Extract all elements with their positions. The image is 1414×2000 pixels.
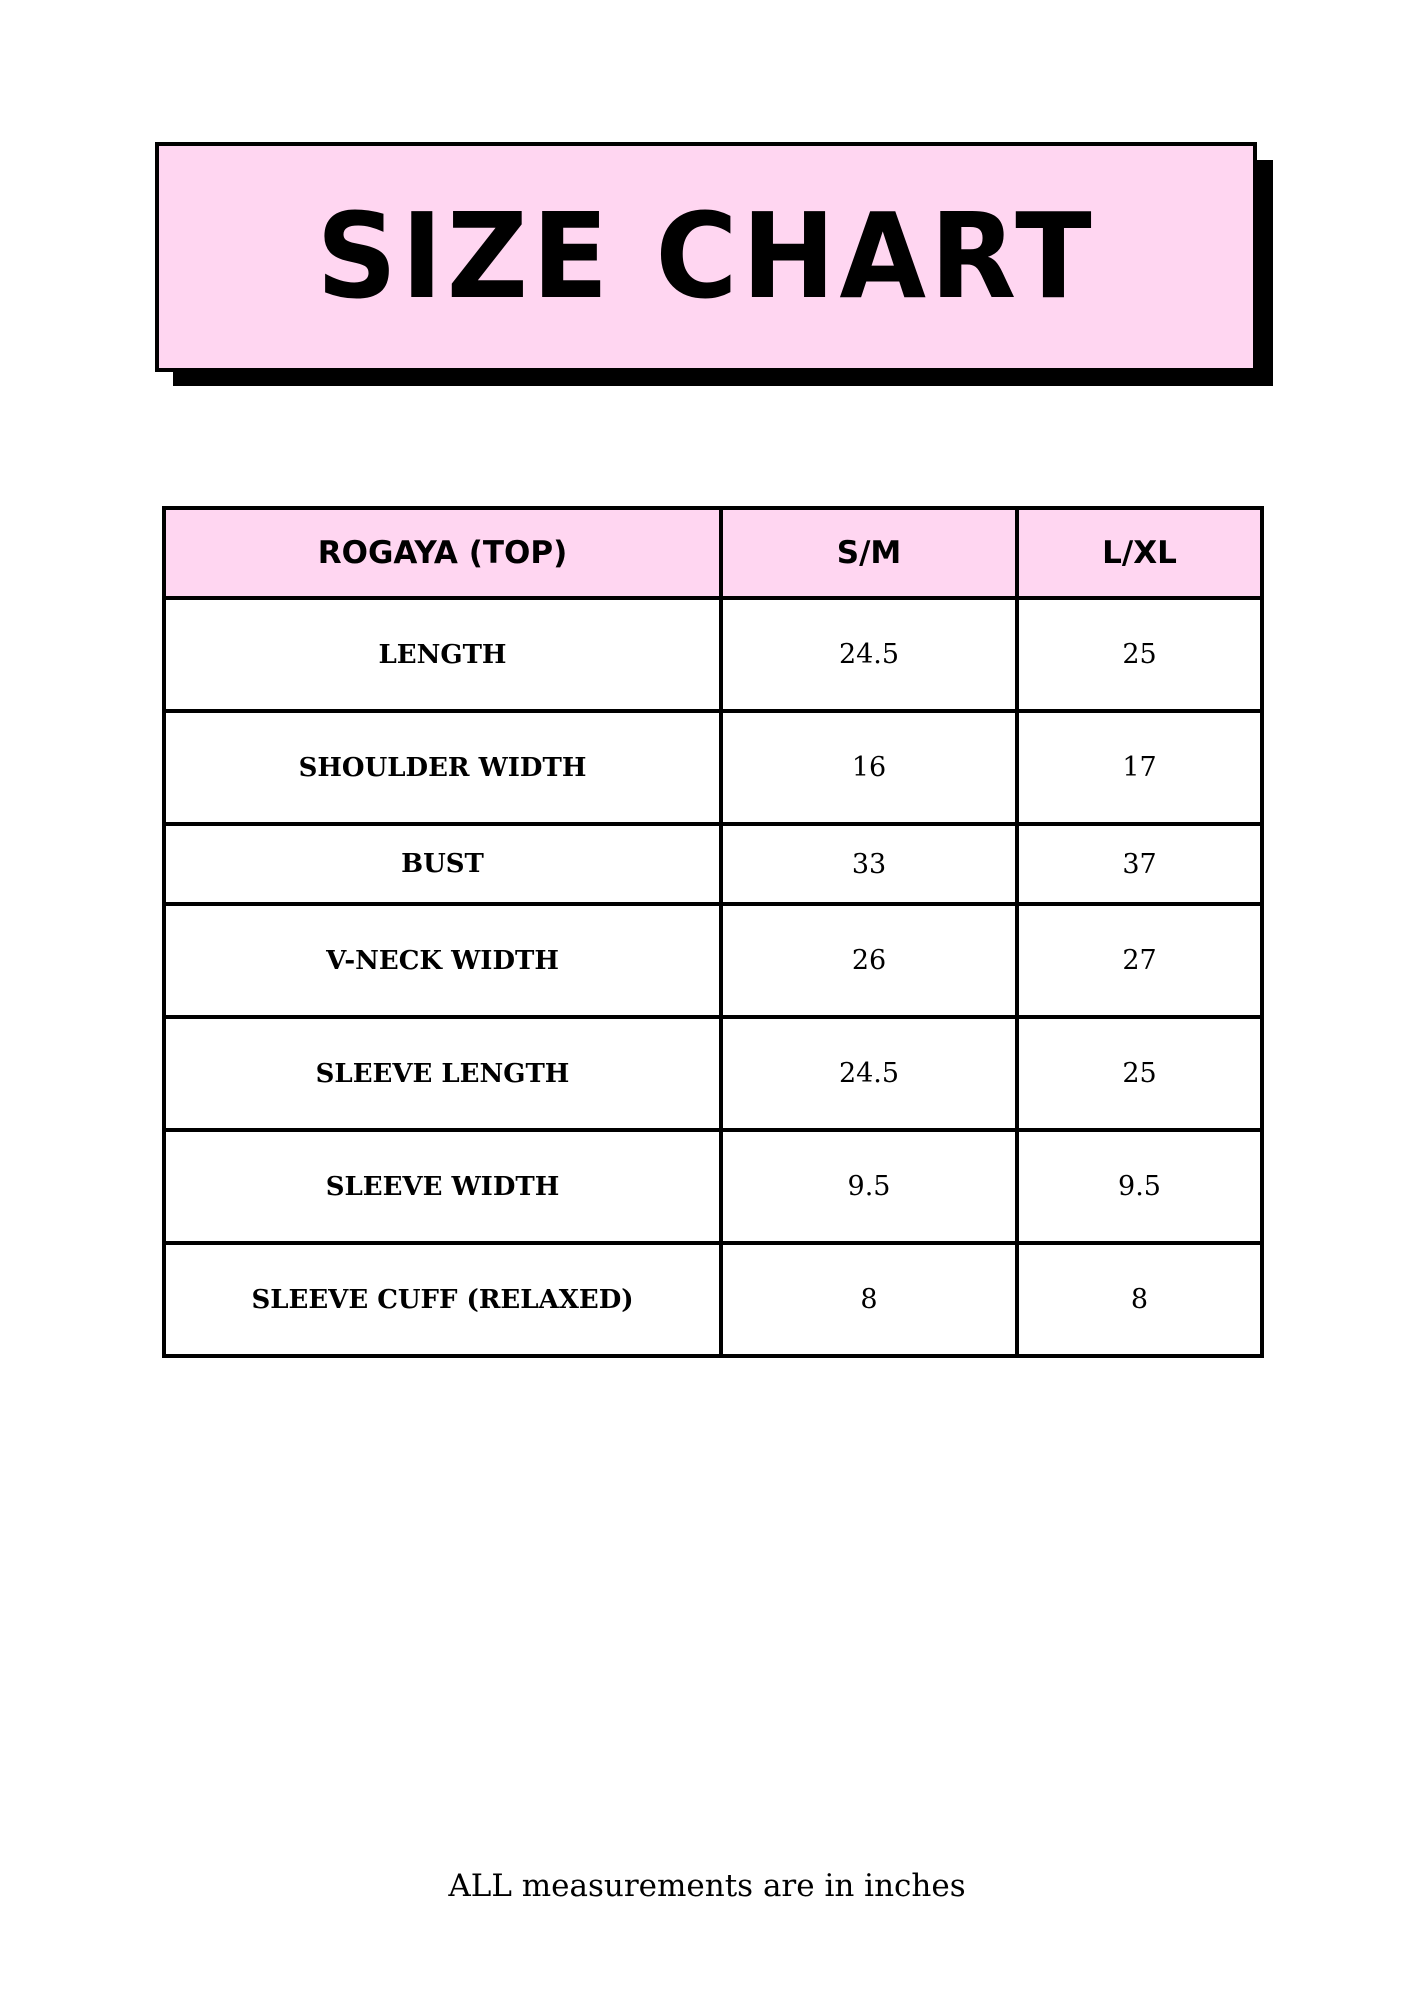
table-header-row xyxy=(164,508,1262,598)
value-sm: 24.5 xyxy=(721,598,1017,711)
header-size-lxl: L/XL xyxy=(1017,508,1262,598)
table-row xyxy=(164,904,1262,1017)
title-banner xyxy=(155,142,1263,372)
value-lxl: 25 xyxy=(1017,598,1262,711)
value-lxl: 27 xyxy=(1017,904,1262,1017)
row-label: LENGTH xyxy=(164,598,721,711)
header-size-sm: S/M xyxy=(721,508,1017,598)
table-row xyxy=(164,824,1262,904)
value-sm: 8 xyxy=(721,1243,1017,1356)
table-row xyxy=(164,598,1262,711)
value-sm: 24.5 xyxy=(721,1017,1017,1130)
value-lxl: 37 xyxy=(1017,824,1262,904)
value-sm: 9.5 xyxy=(721,1130,1017,1243)
value-lxl: 25 xyxy=(1017,1017,1262,1130)
value-lxl: 8 xyxy=(1017,1243,1262,1356)
row-label: SLEEVE WIDTH xyxy=(164,1130,721,1243)
row-label: SHOULDER WIDTH xyxy=(164,711,721,824)
row-label: V-NECK WIDTH xyxy=(164,904,721,1017)
table-row xyxy=(164,711,1262,824)
table-row xyxy=(164,1017,1262,1130)
value-sm: 33 xyxy=(721,824,1017,904)
size-table xyxy=(162,506,1264,1358)
row-label: SLEEVE CUFF (RELAXED) xyxy=(164,1243,721,1356)
measurement-note: ALL measurements are in inches xyxy=(448,1868,966,1904)
header-product: ROGAYA (TOP) xyxy=(164,508,721,598)
value-lxl: 17 xyxy=(1017,711,1262,824)
row-label: SLEEVE LENGTH xyxy=(164,1017,721,1130)
table-row xyxy=(164,1130,1262,1243)
row-label: BUST xyxy=(164,824,721,904)
value-sm: 16 xyxy=(721,711,1017,824)
value-sm: 26 xyxy=(721,904,1017,1017)
title-box xyxy=(155,142,1257,372)
page-title: SIZE CHART xyxy=(316,188,1096,326)
table-row xyxy=(164,1243,1262,1356)
value-lxl: 9.5 xyxy=(1017,1130,1262,1243)
